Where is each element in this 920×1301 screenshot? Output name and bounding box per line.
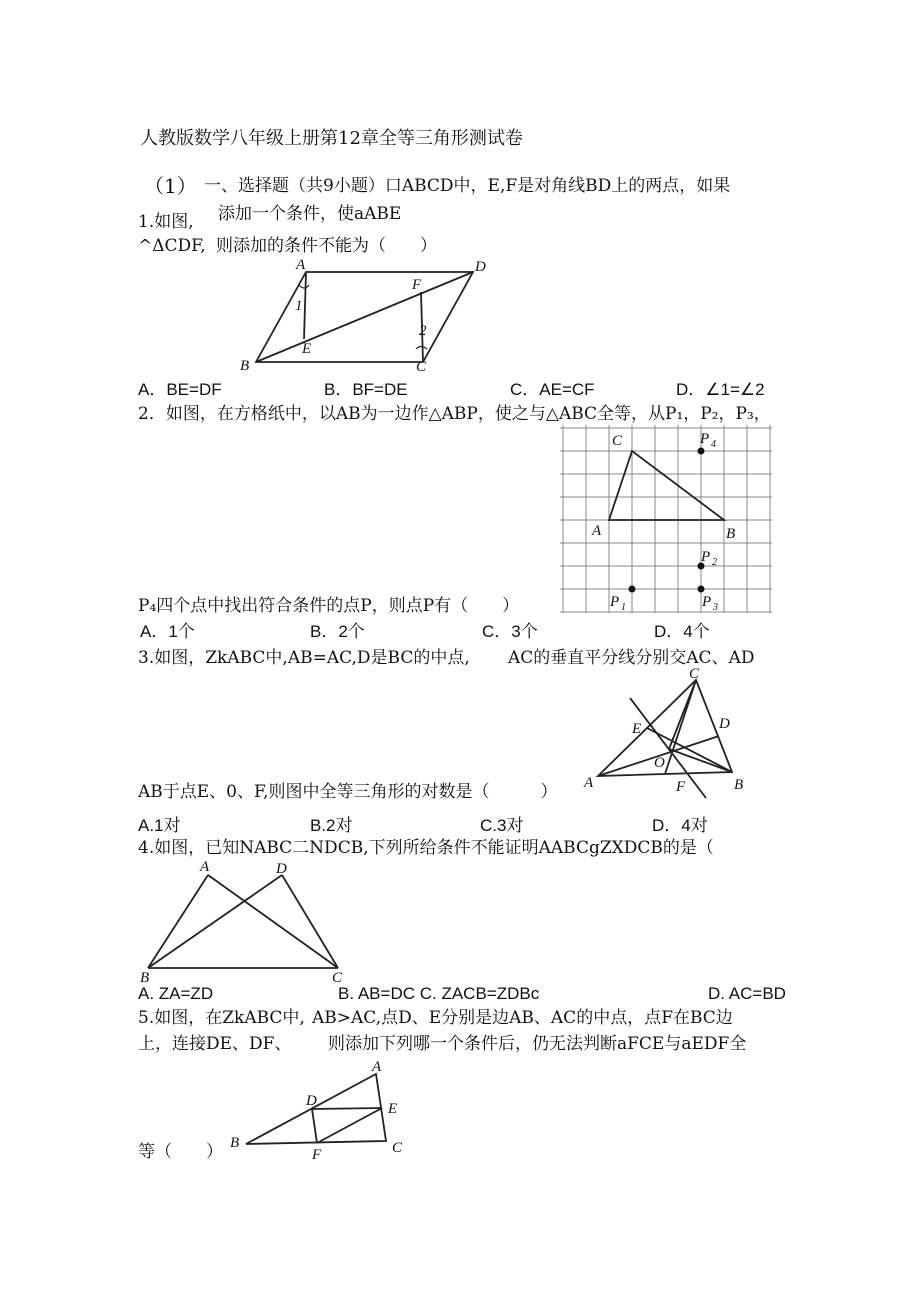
label-a: A [372, 1059, 382, 1075]
q1-parallelogram-figure [230, 255, 510, 380]
q3-triangle-figure [580, 666, 750, 800]
diagonal-bd [256, 272, 473, 362]
q1-stem-a: 1.如图, [138, 212, 194, 232]
label-d: D [306, 1093, 317, 1109]
q3-option-a: A.1对 [138, 816, 181, 835]
q1-stem-c: 则添加的条件不能为（ ） [216, 236, 437, 256]
label-e: E [388, 1101, 398, 1117]
label-angle-2: 2 [419, 323, 427, 339]
label-a: A [584, 775, 594, 791]
label-b: B [734, 777, 744, 793]
section-heading-cont: 添加一个条件，使aABE [218, 204, 402, 224]
label-f: F [312, 1147, 322, 1163]
label-d: D [475, 259, 486, 275]
segment-bd [148, 875, 282, 968]
label-p2: P [701, 549, 711, 565]
q3-option-d: D．4对 [652, 816, 708, 835]
label-f: F [412, 277, 422, 293]
segment-fe [317, 1108, 382, 1143]
q3-stem-b: AC的垂直平分线分别交AC、AD [508, 648, 755, 668]
q1-option-a: A．BE=DF [138, 380, 222, 399]
section-number: （1） [144, 174, 197, 198]
q5-stem-e: 等（ ） [138, 1142, 223, 1162]
q5-stem-b: AB>AC,点D、E分别是边AB、AC的中点，点F在BC边 [312, 1008, 733, 1028]
q5-triangle-figure [230, 1058, 410, 1168]
q2-option-a: A．1个 [140, 622, 195, 641]
label-c: C [332, 970, 343, 986]
q3-stem-c: AB于点E、0、F,则图中全等三角形的对数是（ ） [138, 782, 558, 802]
label-angle-1: 1 [295, 298, 303, 314]
point-p1 [629, 586, 636, 593]
label-b: B [240, 358, 250, 374]
label-p4: P [700, 431, 710, 447]
label-c: C [416, 359, 427, 375]
label-p1: P [610, 594, 620, 610]
q3-stem-a: 3.如图，ZkABC中,AB=AC,D是BC的中点, [138, 648, 470, 668]
q4-option-bc: B. AB=DC C. ZACB=ZDBc [338, 984, 540, 1003]
q2-grid-figure [560, 425, 772, 613]
point-p3 [698, 586, 705, 593]
q1-stem-b: ^ΔCDF, [138, 236, 206, 256]
q2-stem-a: 2．如图，在方格纸中，以AB为一边作△ABP，使之与△ABC全等，从P₁，P₂，P₃， [138, 404, 771, 424]
label-e: E [302, 341, 312, 357]
segment-ae [304, 272, 306, 339]
label-a: A [296, 257, 306, 273]
label-p4-sub: 4 [711, 439, 716, 450]
segment-ab [148, 875, 208, 968]
q1-option-b: B．BF=DE [324, 380, 408, 399]
label-c: C [612, 433, 623, 449]
segment-oc [669, 680, 696, 749]
label-c: C [689, 666, 700, 682]
triangle-abc [609, 451, 724, 520]
q3-option-b: B.2对 [310, 816, 353, 835]
label-f: F [676, 779, 686, 795]
q5-stem-c: 上，连接DE、DF、 [138, 1034, 292, 1054]
label-e: E [632, 721, 642, 737]
label-b: B [726, 526, 736, 542]
label-d: D [276, 861, 287, 877]
segment-df [312, 1109, 317, 1143]
q2-option-c: C．3个 [482, 622, 538, 641]
label-p2-sub: 2 [712, 557, 717, 568]
segment-dc [282, 875, 338, 968]
label-p3-sub: 3 [713, 602, 718, 613]
q1-option-d: D．∠1=∠2 [676, 380, 765, 399]
section-heading: 一、选择题（共9小题）口ABCD中，E,F是对角线BD上的两点，如果 [204, 176, 731, 196]
page-title: 人教版数学八年级上册第12章全等三角形测试卷 [140, 128, 523, 149]
q1-option-c: C．AE=CF [510, 380, 595, 399]
segment-de [312, 1108, 382, 1109]
q2-option-b: B．2个 [310, 622, 365, 641]
angle-1-arc [299, 285, 309, 288]
q4-option-d: D. AC=BD [708, 984, 786, 1003]
label-b: B [230, 1135, 240, 1151]
segment-ac [208, 875, 338, 968]
perpendicular-bisector [630, 698, 706, 798]
label-p1-sub: 1 [621, 602, 626, 613]
label-a: A [592, 523, 602, 539]
q4-stem: 4.如图，已知NABC二NDCB,下列所给条件不能证明AABCgZXDCB的是（ [138, 838, 714, 858]
label-b: B [140, 970, 150, 986]
q2-stem-b: P₄四个点中找出符合条件的点P，则点P有（ ） [138, 596, 520, 616]
q4-option-a: A. ZA=ZD [138, 984, 214, 1003]
label-c: C [392, 1140, 403, 1156]
label-a: A [200, 859, 210, 875]
grid-lines [560, 425, 772, 613]
q4-triangles-figure [140, 858, 360, 986]
q5-stem-d: 则添加下列哪一个条件后，仍无法判断aFCE与aEDF全 [328, 1034, 747, 1054]
q3-option-c: C.3对 [480, 816, 524, 835]
q5-stem-a: 5.如图，在ZkABC中, [138, 1008, 305, 1028]
label-p3: P [702, 594, 712, 610]
point-p4 [698, 448, 705, 455]
label-o: O [654, 755, 665, 771]
q2-option-d: D．4个 [654, 622, 710, 641]
label-d: D [719, 716, 730, 732]
angle-2-arc [416, 347, 427, 350]
